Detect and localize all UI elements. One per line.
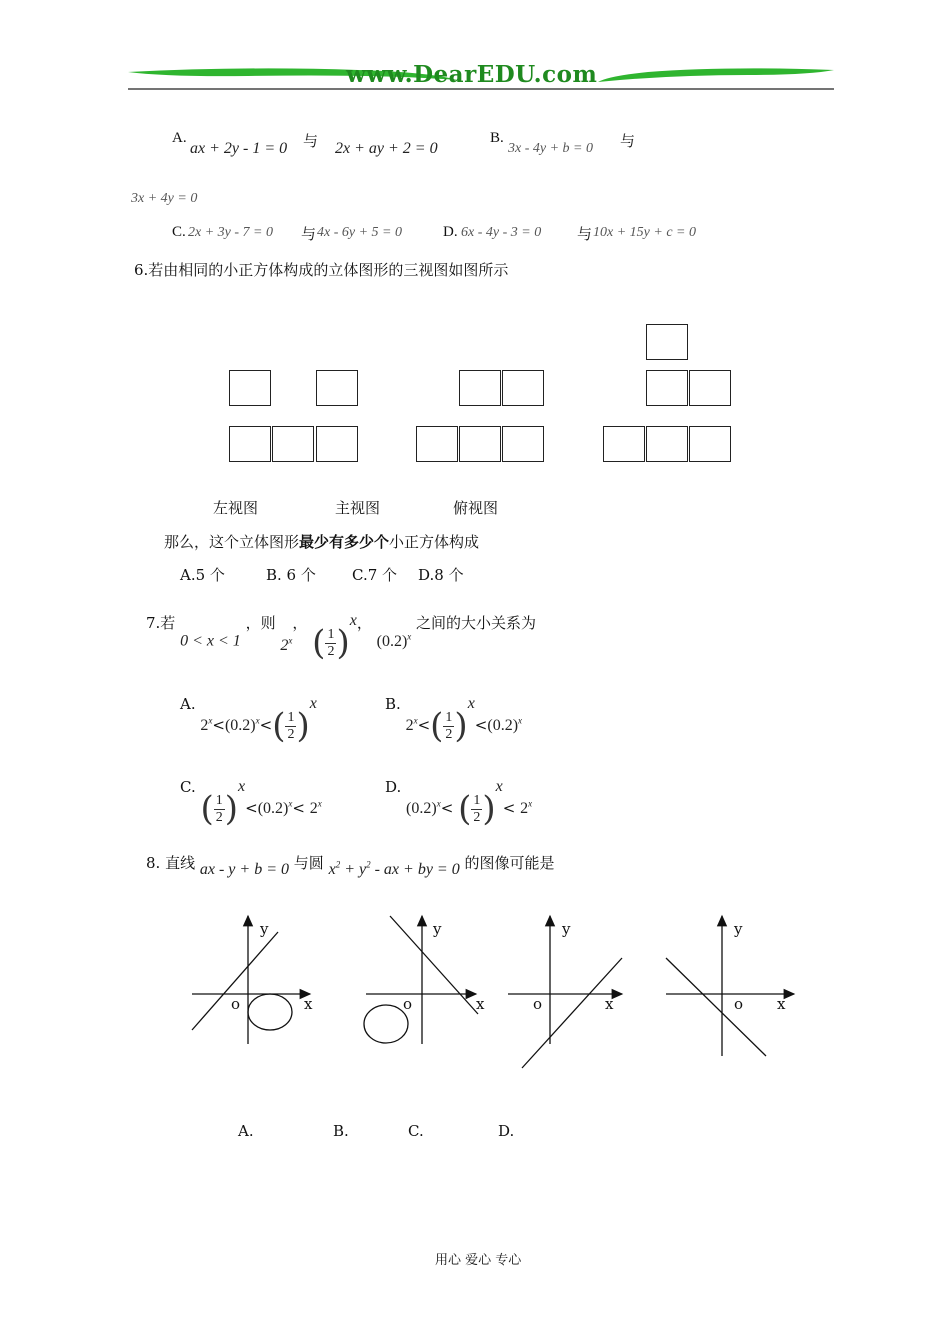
- view-cell: [416, 426, 458, 462]
- view-cell: [316, 426, 358, 462]
- exp: x: [309, 695, 317, 712]
- q7-option-c: [180, 778, 322, 829]
- q7-cond: 0 < x < 1: [180, 632, 241, 650]
- q5-option-b-eq2: 3x + 4y = 0: [131, 191, 198, 206]
- q5-option-b-label: B.: [490, 130, 504, 146]
- q5-option-c-conj: 与: [301, 225, 317, 243]
- exp: x: [518, 715, 523, 726]
- graph-d-y-label: y: [734, 920, 743, 938]
- exp: 2: [335, 859, 341, 870]
- q6-option-c: C.7 个: [352, 566, 398, 584]
- view-cell: [229, 426, 271, 462]
- q5-option-d-eq1: 6x - 4y - 3 = 0: [461, 225, 542, 240]
- view-cell: [646, 324, 688, 360]
- base: (0.2): [487, 717, 519, 734]
- q7-option-a: [180, 695, 317, 746]
- base: 2: [309, 800, 318, 817]
- exp: x: [288, 798, 293, 809]
- p02: [487, 717, 522, 734]
- exp: x: [528, 798, 533, 809]
- exp: x: [413, 715, 418, 726]
- base: 2: [405, 717, 414, 734]
- q6-option-d: D.8 个: [418, 566, 464, 584]
- exp: x: [436, 798, 441, 809]
- paren: (: [272, 706, 286, 746]
- view-cell: [689, 426, 731, 462]
- lt: <: [292, 799, 305, 817]
- exp: x: [255, 715, 260, 726]
- view-cell: [459, 426, 501, 462]
- exp: x: [288, 635, 293, 646]
- q7-term-pow2: [280, 637, 292, 654]
- q7-then: ，则: [245, 614, 276, 632]
- lt: <: [417, 716, 431, 734]
- q7-term-02: [377, 633, 412, 650]
- graph-b-x-label: x: [476, 995, 485, 1013]
- view-cell: [646, 370, 688, 406]
- exp: x: [407, 631, 412, 642]
- q6-question-post: 小正方体构成: [389, 533, 480, 551]
- q8-option-d: D.: [498, 1122, 515, 1140]
- view-cell: [646, 426, 688, 462]
- base: (0.2): [406, 800, 437, 817]
- q5-option-d-label: D.: [443, 224, 458, 240]
- graph-b-y-label: y: [433, 920, 442, 938]
- view-cell: [502, 370, 544, 406]
- graph-a-y-label: y: [260, 920, 269, 938]
- q5-option-b-eq1: 3x - 4y + b = 0: [508, 141, 593, 156]
- num: 1: [287, 710, 295, 726]
- graph-b-origin-label: o: [403, 995, 413, 1013]
- graph-d-x-label: x: [777, 995, 786, 1013]
- frac: [325, 627, 336, 659]
- q7-num: 7.若: [146, 614, 176, 632]
- paren: ): [224, 789, 239, 829]
- q5-option-c-eq1: 2x + 3y - 7 = 0: [188, 225, 273, 240]
- q7-option-d: [385, 778, 532, 829]
- exp: x: [317, 798, 322, 809]
- paren: ): [296, 706, 310, 746]
- view-cell: [229, 370, 271, 406]
- label: D.: [385, 778, 402, 796]
- q6-option-b: B. 6 个: [266, 566, 316, 584]
- q8-stem: [146, 852, 555, 879]
- view-label-left: 左视图: [213, 499, 259, 517]
- graph-d: [666, 916, 794, 1056]
- den: 2: [327, 643, 335, 659]
- frac: [214, 793, 225, 825]
- base: 2: [200, 717, 209, 734]
- logo-text: www.DearEDU.com: [346, 61, 598, 88]
- graph-b: [364, 916, 478, 1044]
- q8-conj: 与圆: [293, 854, 324, 872]
- view-cell: [459, 370, 501, 406]
- num: 1: [327, 627, 335, 643]
- paren: (: [458, 789, 472, 829]
- frac: [471, 793, 482, 825]
- frac: [443, 710, 454, 742]
- term: x: [328, 861, 336, 878]
- p02: [258, 800, 293, 817]
- q8-graphs: [180, 910, 810, 1080]
- q5-option-a-conj: 与: [303, 132, 319, 150]
- label: C.: [180, 778, 196, 796]
- q5-option-b-conj: 与: [620, 132, 636, 150]
- q6-question: [164, 531, 479, 552]
- q5-option-d-eq2: 10x + 15y + c = 0: [593, 225, 696, 240]
- graph-d-origin-label: o: [734, 995, 744, 1013]
- q8-circle-eq: [329, 861, 460, 878]
- exp: x: [467, 695, 475, 712]
- sep: ，: [292, 614, 308, 632]
- graph-a: [192, 916, 313, 1044]
- graph-a-origin-label: o: [231, 995, 241, 1013]
- p02: [406, 800, 441, 817]
- q5-option-d-conj: 与: [577, 225, 593, 243]
- base: (0.2): [376, 632, 408, 650]
- base: (0.2): [257, 800, 289, 817]
- exp: x: [208, 715, 213, 726]
- lt: <: [474, 716, 488, 734]
- graph-c-origin-label: o: [533, 995, 543, 1013]
- den: 2: [215, 809, 223, 825]
- view-cell: [689, 370, 731, 406]
- frac: [285, 710, 296, 742]
- header-logo: [128, 58, 834, 94]
- q7-term-half: [312, 612, 357, 663]
- view-cell: [502, 426, 544, 462]
- view-label-top: 俯视图: [453, 499, 499, 517]
- graph-c-x-label: x: [605, 995, 614, 1013]
- base: (0.2): [224, 717, 256, 734]
- exp: x: [495, 778, 503, 795]
- sep: ，: [356, 614, 372, 632]
- den: 2: [287, 726, 295, 742]
- pow2: [310, 800, 322, 817]
- q8-option-a: A.: [238, 1122, 254, 1140]
- graph-c: [508, 916, 622, 1068]
- q5-option-a-label: A.: [172, 130, 187, 146]
- graph-a-x-label: x: [304, 995, 313, 1013]
- q6-option-a: A.5 个: [180, 566, 225, 584]
- q5-option-c-eq2: 4x - 6y + 5 = 0: [317, 225, 402, 240]
- footer-text: 用心 爱心 专心: [435, 1253, 522, 1268]
- q6-stem: 6.若由相同的小正方体构成的立体图形的三视图如图所示: [134, 261, 509, 279]
- p02: [225, 717, 260, 734]
- base: 2: [520, 800, 529, 817]
- term: + y: [340, 861, 367, 878]
- pow2: [406, 717, 418, 734]
- q6-question-bold: 最少有多少个: [299, 533, 390, 551]
- paren: (: [430, 706, 444, 746]
- paren: ): [336, 623, 350, 663]
- q5-option-a-eq1: ax + 2y - 1 = 0: [190, 140, 288, 157]
- q6-question-pre: 那么，这个立体图形: [164, 533, 300, 551]
- paren: ): [454, 706, 468, 746]
- q8-num: 8. 直线: [146, 854, 196, 872]
- lt: <: [440, 799, 454, 817]
- label: A.: [180, 695, 196, 713]
- q5-option-c-label: C.: [172, 224, 186, 240]
- pow2: [200, 717, 212, 734]
- q5-option-a-eq2: 2x + ay + 2 = 0: [335, 140, 438, 157]
- pow2: [520, 800, 532, 817]
- view-label-front: 主视图: [335, 499, 381, 517]
- paren: (: [312, 623, 326, 663]
- paren: (: [200, 789, 214, 829]
- num: 1: [215, 793, 223, 809]
- lt: <: [502, 799, 516, 817]
- den: 2: [445, 726, 453, 742]
- num: 1: [445, 710, 453, 726]
- exp: 2: [366, 859, 371, 870]
- q7-stem: [146, 612, 536, 662]
- exp: x: [238, 778, 246, 795]
- paren: ): [482, 789, 496, 829]
- q8-line-eq: ax - y + b = 0: [199, 861, 289, 878]
- den: 2: [473, 809, 481, 825]
- q8-tail: 的图像可能是: [464, 854, 555, 872]
- label: B.: [385, 695, 401, 713]
- graph-c-y-label: y: [562, 920, 571, 938]
- exp: x: [349, 612, 357, 629]
- view-cell: [603, 426, 645, 462]
- q8-option-b: B.: [333, 1122, 349, 1140]
- lt: <: [245, 799, 258, 817]
- term: - ax + by = 0: [370, 861, 460, 878]
- q7-stem-tail: 之间的大小关系为: [416, 614, 537, 632]
- q8-option-c: C.: [408, 1122, 424, 1140]
- lt: <: [259, 716, 273, 734]
- base: 2: [280, 636, 289, 654]
- lt: <: [212, 716, 225, 734]
- num: 1: [473, 793, 481, 809]
- view-cell: [272, 426, 314, 462]
- q7-option-b: [385, 695, 522, 746]
- view-cell: [316, 370, 358, 406]
